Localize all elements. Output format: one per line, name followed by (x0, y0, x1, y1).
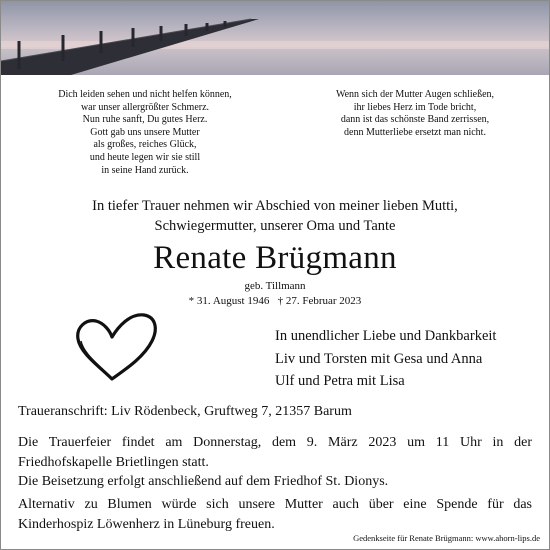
poem-line: Nun ruhe sanft, Du gutes Herz. (82, 114, 208, 126)
poem-line: Dich leiden sehen und nicht helfen können, (58, 89, 232, 100)
mourning-address: Traueranschrift: Liv Rödenbeck, Gruftweg 7, 21357 Barum (18, 404, 352, 419)
poem-line: ihr liebes Herz im Tode bricht, (353, 101, 477, 113)
poem-left (20, 89, 270, 177)
mourners-list (275, 325, 496, 393)
burial-info: Die Beisetzung erfolgt anschließend auf dem Friedhof St. Dionys. (18, 474, 389, 489)
poem-line: in seine Hand zurück. (101, 164, 189, 176)
intro-text (0, 197, 550, 236)
heart-icon (72, 307, 162, 387)
donation-info: Alternativ zu Blumen würde sich unsere Mutter auch über eine Spende für das Kinderhospiz Löwenherz in Lüneburg freuen. (18, 497, 532, 532)
poem-line: Wenn sich der Mutter Augen schließen, (335, 89, 495, 100)
poem-line: Gott gab uns unsere Mutter (90, 126, 200, 138)
mourner-line: In unendlicher Liebe und Dankbarkeit (275, 328, 497, 344)
poem-line: und heute legen wir sie still (89, 151, 201, 163)
mourner-line: Ulf und Petra mit Lisa (275, 373, 405, 389)
birth-name: geb. Tillmann (244, 280, 306, 292)
intro-line: Schwiegermutter, unserer Oma und Tante (154, 217, 396, 234)
deceased-name: Renate Brügmann (153, 240, 397, 276)
memorial-page-footer: Gedenkseite für Renate Brügmann: www.ahorn-lips.de (353, 533, 540, 543)
poem-line: als großes, reiches Glück, (93, 139, 197, 151)
funeral-service-info: Die Trauerfeier findet am Donnerstag, dem 9. März 2023 um 11 Uhr in der Friedhofskapelle Brietlingen statt. (18, 435, 532, 470)
poem-line: dann ist das schönste Band zerrissen, (340, 114, 490, 126)
jetty-header-image (1, 1, 549, 75)
mourner-line: Liv und Torsten mit Gesa und Anna (275, 350, 483, 367)
life-dates: * 31. August 1946 † 27. Februar 2023 (188, 295, 362, 307)
poem-right (290, 89, 540, 139)
poem-line: war unser allergrößter Schmerz. (80, 101, 210, 113)
intro-line: In tiefer Trauer nehmen wir Abschied von meiner lieben Mutti, (92, 198, 458, 214)
poem-line: denn Mutterliebe ersetzt man nicht. (344, 126, 486, 138)
